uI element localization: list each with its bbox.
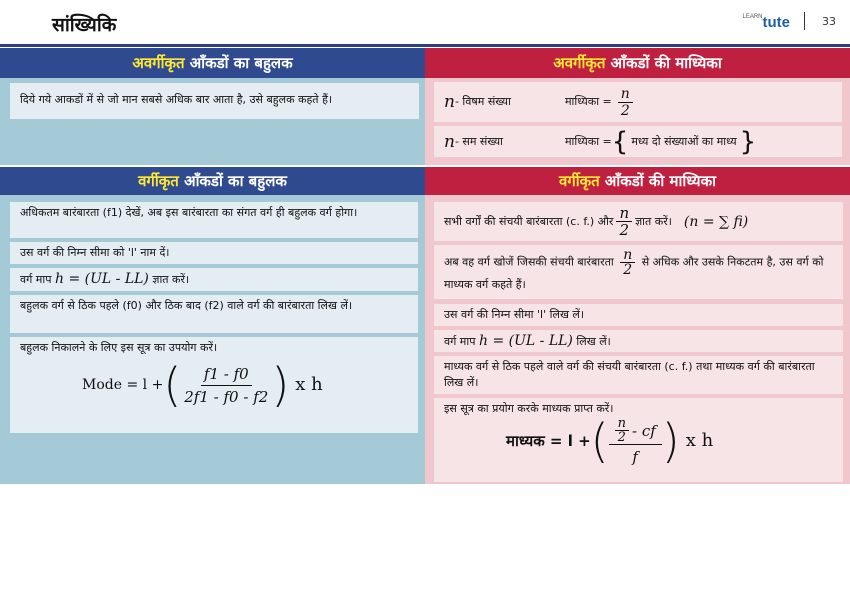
step1-post: ज्ञात करें। — [635, 214, 672, 228]
odd-median-box — [434, 82, 842, 122]
panel-title — [0, 167, 425, 195]
mode-definition: दिये गये आकडों में से जो मान सबसे अधिक बार आता है, उसे बहुलक कहते हैं। — [10, 83, 419, 119]
step2-post: से अधिक और उसके निकटतम है, उस वर्ग को माध्यक वर्ग कहते हैं। — [444, 255, 824, 291]
even-formula-text: मध्य दो संख्याओं का माध्य — [631, 134, 737, 148]
even-n: n — [444, 131, 455, 152]
panel-title — [425, 48, 850, 78]
left-brace: { — [611, 126, 629, 157]
step6-text: इस सूत्र का प्रयोग करके माध्यक प्राप्त करें। — [444, 402, 614, 415]
frac-den: 2f1 - f0 - f2 — [184, 387, 269, 406]
grouped-mode-panel — [0, 167, 425, 484]
right-paren: ) — [271, 358, 290, 412]
title-rest: आँकडों का बहुलक — [178, 172, 287, 190]
step3-formula: h = (UL - LL) — [54, 271, 149, 287]
grouped-median-panel — [425, 167, 850, 484]
frac-num — [609, 417, 662, 445]
page-title: सांख्यिकि — [52, 14, 117, 36]
odd-fraction — [618, 86, 633, 119]
frac-num: n — [616, 205, 632, 222]
right-brace: } — [739, 126, 757, 157]
step1-pre: सभी वर्गों की संचयी बारंबारता (c. f.) और — [444, 214, 614, 228]
mode-step-3 — [10, 268, 418, 291]
title-rest: आँकडों का बहुलक — [184, 54, 293, 72]
step5-text: बहुलक निकालने के लिए इस सूत्र का उपयोग करें। — [20, 341, 218, 354]
step4-post: लिख लें। — [572, 335, 611, 348]
step1-note: (n = ∑ fi) — [683, 213, 749, 230]
title-rest: आँकडों की माध्यिका — [605, 54, 722, 72]
panel-title — [425, 167, 850, 195]
step3-pre: वर्ग माप — [20, 273, 55, 286]
median-step-3: उस वर्ग की निम्न सीमा 'l' लिख लें। — [434, 304, 843, 326]
step4-formula: h = (UL - LL) — [478, 333, 573, 349]
header-divider — [804, 12, 805, 30]
left-paren: ( — [590, 414, 609, 468]
num-rest: - cf — [632, 421, 656, 440]
mode-step-2: उस वर्ग की निम्न सीमा को 'l' नाम दें। — [10, 242, 418, 264]
median-step-1 — [434, 202, 843, 241]
even-formula-label: माध्यिका = — [564, 134, 612, 148]
median-step-6 — [434, 398, 843, 482]
mode-step-5 — [10, 337, 418, 433]
title-highlight: वर्गीकृत — [138, 172, 179, 190]
mode-step-4: बहुलक वर्ग से ठिक पहले (f0) और ठिक बाद (f2) वाले वर्ग की बारंबारता लिख लें। — [10, 295, 418, 333]
step1-fraction — [616, 205, 632, 238]
median-formula — [506, 414, 833, 468]
frac-den: 2 — [620, 102, 630, 119]
page-number: 33 — [822, 15, 836, 28]
step2-fraction — [620, 248, 635, 277]
title-highlight: वर्गीकृत — [558, 172, 600, 190]
even-label: - सम संख्या — [454, 134, 504, 148]
median-step-4 — [434, 330, 843, 352]
title-rest: आँकडों की माध्यिका — [599, 172, 717, 190]
logo-text: tute — [762, 14, 790, 31]
frac-num: n — [618, 86, 633, 103]
brand-logo — [742, 14, 790, 31]
odd-n: n — [444, 92, 455, 112]
median-fraction — [609, 417, 662, 465]
step3-post: ज्ञात करें। — [148, 273, 190, 286]
frac-den: 2 — [619, 221, 630, 239]
step2-pre: अब वह वर्ग खोजें जिसकी संचयी बारंबारता — [444, 255, 614, 269]
right-paren: ) — [661, 414, 680, 468]
odd-label: - विषम संख्या — [454, 95, 511, 108]
frac-num: n — [620, 248, 635, 263]
inner-fraction — [615, 417, 629, 444]
frac-den: f — [632, 448, 638, 466]
median-step-2 — [434, 245, 843, 299]
step4-pre: वर्ग माप — [444, 335, 479, 348]
title-highlight: अवर्गीकृत — [553, 54, 606, 72]
title-highlight: अवर्गीकृत — [132, 54, 185, 72]
logo-small-text: LEARN — [742, 14, 763, 20]
median-step-5: माध्यक वर्ग से ठिक पहले वाले वर्ग की संचयी बारंबारता (c. f.) तथा माध्यक वर्ग की बारंबारता लिख लें। — [434, 356, 843, 394]
panel-title — [0, 48, 425, 78]
even-median-box — [434, 126, 842, 157]
mode-step-1: अधिकतम बारंबारता (f1) देखें, अब इस बारंबारता का संगत वर्ग ही बहुलक वर्ग होगा। — [10, 202, 418, 238]
inner-den: 2 — [617, 430, 626, 445]
frac-num: f1 - f0 — [201, 363, 252, 386]
mode-formula — [82, 358, 408, 412]
mode-fraction — [181, 363, 271, 408]
ungrouped-median-panel — [425, 48, 850, 165]
formula-tail: x h — [295, 374, 323, 395]
left-paren: ( — [163, 358, 182, 412]
page-header — [0, 0, 850, 47]
ungrouped-mode-panel — [0, 48, 425, 165]
inner-num: n — [615, 417, 629, 431]
formula-tail: x h — [685, 430, 714, 451]
formula-lhs: माध्यक = l + — [506, 432, 591, 450]
frac-den: 2 — [623, 262, 633, 278]
odd-formula-label: माध्यिका = — [564, 95, 612, 108]
formula-lhs: Mode = l + — [82, 377, 164, 393]
